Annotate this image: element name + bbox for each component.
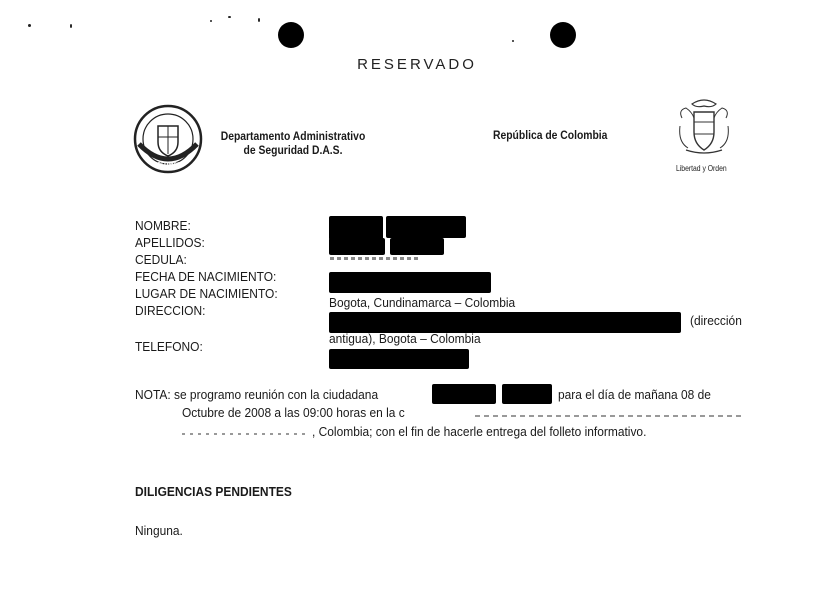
redaction-telefono <box>329 349 469 369</box>
motto: Libertad y Orden <box>676 164 727 173</box>
note-prefix: NOTA: se programo reunión con la ciudadana <box>135 387 379 402</box>
punch-hole <box>278 22 304 48</box>
department-line-2: de Seguridad D.A.S. <box>243 145 343 157</box>
redaction-direccion <box>329 312 681 333</box>
scan-speck <box>258 18 260 22</box>
country-name: República de Colombia <box>493 130 608 142</box>
note-line2: Octubre de 2008 a las 09:00 horas en la c <box>182 405 405 420</box>
redaction-note-name-1 <box>432 384 496 404</box>
coat-of-arms-icon <box>672 96 736 158</box>
pending-value: Ninguna. <box>135 523 183 538</box>
scan-speck <box>512 40 514 42</box>
note-obscured-text <box>182 430 310 438</box>
redaction-fecha <box>329 272 491 293</box>
redaction-nombre-1 <box>329 216 383 240</box>
department-line-1: Departamento Administrativo <box>220 131 366 143</box>
note-line3: , Colombia; con el fin de hacerle entrega del folleto informativo. <box>312 424 647 439</box>
label-nombre: NOMBRE: <box>135 218 191 233</box>
label-lugar-nacimiento: LUGAR DE NACIMIENTO: <box>135 286 278 301</box>
redaction-apellidos-2 <box>390 238 444 255</box>
department-name <box>212 130 374 158</box>
value-direccion-suffix: (dirección <box>690 313 742 328</box>
scan-speck <box>210 20 212 22</box>
scan-speck <box>28 24 31 27</box>
seal-band-text: COLOMBIA <box>153 162 183 168</box>
value-direccion-line2: antigua), Bogota – Colombia <box>329 331 481 346</box>
das-seal-icon <box>133 104 203 174</box>
classification-title: RESERVADO <box>357 56 477 73</box>
pending-heading: DILIGENCIAS PENDIENTES <box>135 484 292 499</box>
label-apellidos: APELLIDOS: <box>135 235 205 250</box>
note-obscured-text <box>475 412 745 420</box>
label-direccion: DIRECCION: <box>135 303 206 318</box>
scan-speck <box>70 24 72 28</box>
note-line1-end: para el día de mañana 08 de <box>558 387 711 402</box>
label-telefono: TELEFONO: <box>135 339 203 354</box>
label-cedula: CEDULA: <box>135 252 187 267</box>
punch-hole <box>550 22 576 48</box>
redaction-nombre-2 <box>386 216 466 238</box>
value-lugar-nacimiento: Bogota, Cundinamarca – Colombia <box>329 295 516 310</box>
redaction-note-name-2 <box>502 384 552 404</box>
cedula-obscured-text <box>330 255 420 261</box>
label-fecha-nacimiento: FECHA DE NACIMIENTO: <box>135 269 277 284</box>
redaction-apellidos-1 <box>329 238 385 255</box>
scan-speck <box>228 16 231 18</box>
